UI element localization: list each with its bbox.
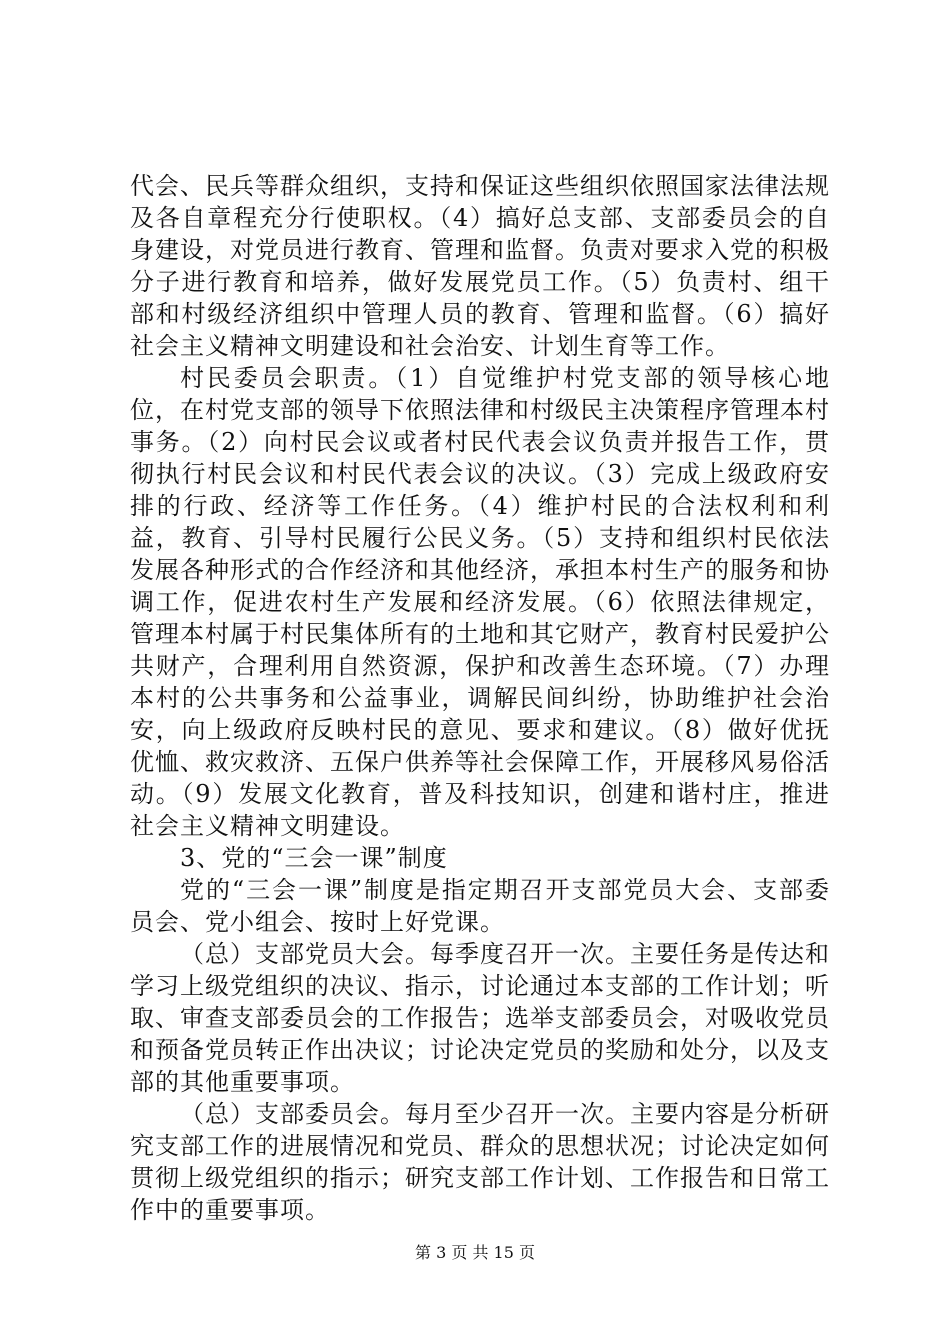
paragraph-branch-committee-meeting: （总）支部委员会。每月至少召开一次。主要内容是分析研究支部工作的进展情况和党员、群众的思想状况；讨论决定如何贯彻上级党组织的指示；研究支部工作计划、工作报告和日常工作中的重要事项。	[130, 1100, 830, 1224]
page-number-label: 第 3 页 共 15 页	[415, 1243, 535, 1262]
paragraph-village-committee-duties: 村民委员会职责。（1）自觉维护村党支部的领导核心地位，在村党支部的领导下依照法律和村级民主决策程序管理本村事务。（2）向村民会议或者村民代表会议负责并报告工作，贯彻执行村民会议和村民代表会议的决议。（3）完成上级政府安排的行政、经济等工作任务。（4）维护村民的合法权利和利益，教育、引导村民履行公民义务。（5）支持和组织村民依法发展各种形式的合作经济和其他经济，承担本村生产的服务和协调工作，促进农村生产发展和经济发展。（6）依照法律规定，管理本村属于村民集体所有的土地和其它财产，教育村民爱护公共财产，合理利用自然资源，保护和改善生态环境。（7）办理本村的公共事务和公益事业，调解民间纠纷，协助维护社会治安，向上级政府反映村民的意见、要求和建议。（8）做好优抚优恤、救灾救济、五保户供养等社会保障工作，开展移风易俗活动。（9）发展文化教育，普及科技知识，创建和谐村庄，推进社会主义精神文明建设。	[130, 364, 830, 840]
paragraph-three-meetings-intro: 党的“三会一课”制度是指定期召开支部党员大会、支部委员会、党小组会、按时上好党课。	[130, 876, 830, 936]
paragraph-branch-member-meeting: （总）支部党员大会。每季度召开一次。主要任务是传达和学习上级党组织的决议、指示，讨论通过本支部的工作计划；听取、审查支部委员会的工作报告；选举支部委员会，对吸收党员和预备党员转正作出决议；讨论决定党员的奖励和处分，以及支部的其他重要事项。	[130, 940, 830, 1096]
page-footer	[0, 1243, 950, 1263]
section-heading-three-meetings: 3、党的“三会一课”制度	[180, 844, 448, 872]
document-body	[130, 170, 830, 1226]
paragraph-continuation: 代会、民兵等群众组织，支持和保证这些组织依照国家法律法规及各自章程充分行使职权。（4）搞好总支部、支部委员会的自身建设，对党员进行教育、管理和监督。负责对要求入党的积极分子进行教育和培养，做好发展党员工作。（5）负责村、组干部和村级经济组织中管理人员的教育、管理和监督。（6）搞好社会主义精神文明建设和社会治安、计划生育等工作。	[130, 172, 830, 360]
